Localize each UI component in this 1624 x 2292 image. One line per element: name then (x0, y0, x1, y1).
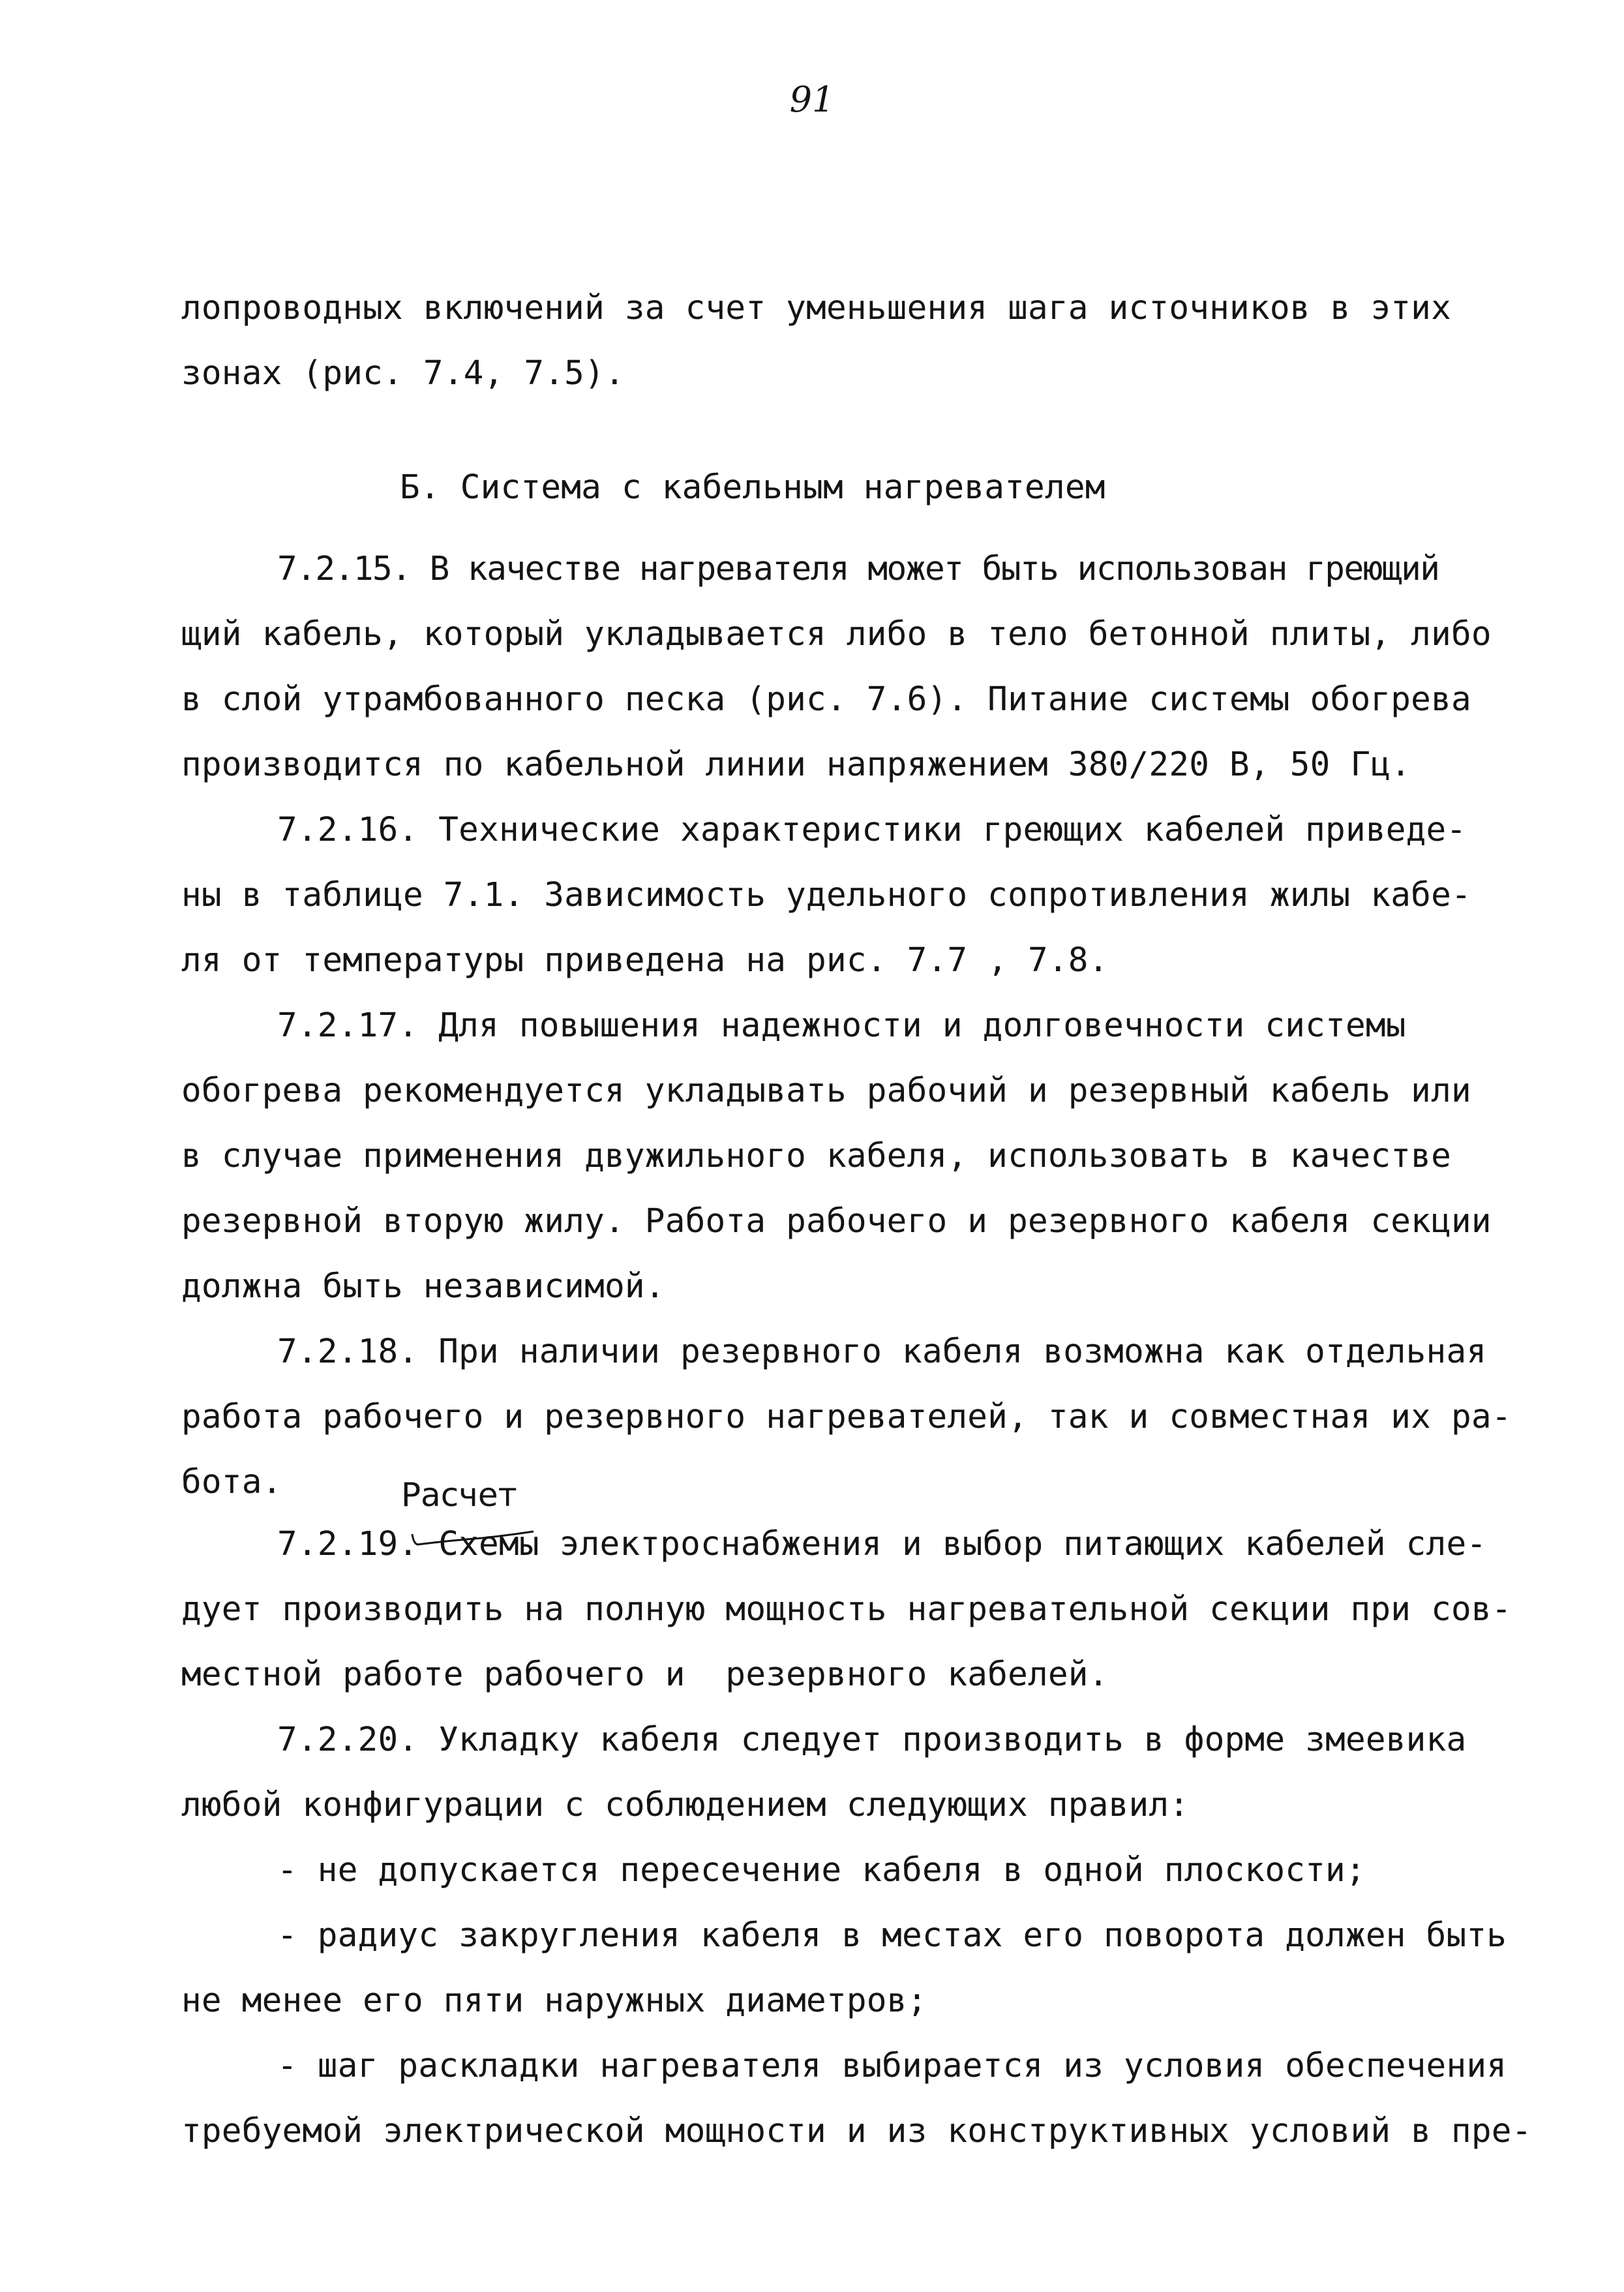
text-line: 7.2.16. Технические характеристики греющих кабелей приведе- (277, 811, 1467, 849)
text-line: производится по кабельной линии напряжением 380/220 В, 50 Гц. (181, 746, 1411, 784)
text-line: должна быть независимой. (181, 1267, 665, 1306)
section-heading: Б. Система с кабельным нагревателем (400, 468, 1105, 507)
text-line: дует производить на полную мощность нагревательной секции при сов- (181, 1590, 1512, 1629)
text-line: 7.2.19. Схемы электроснабжения и выбор питающих кабелей сле- (277, 1525, 1487, 1563)
text-line: бота. (181, 1463, 282, 1501)
text-line: резервной вторую жилу. Работа рабочего и резервного кабеля секции (181, 1202, 1492, 1241)
text-line: местной работе рабочего и резервного кабелей. (181, 1655, 1109, 1694)
handwritten-insertion: Расчет (401, 1476, 517, 1514)
text-line: не менее его пяти наружных диаметров; (181, 1982, 927, 2020)
text-line: щий кабель, который укладывается либо в тело бетонной плиты, либо (181, 615, 1492, 654)
text-line: любой конфигурации с соблюдением следующих правил: (181, 1786, 1190, 1824)
text-line: ны в таблице 7.1. Зависимость удельного сопротивления жилы кабе- (181, 876, 1471, 914)
text-line: в случае применения двужильного кабеля, использовать в качестве (181, 1137, 1451, 1175)
text-line: 7.2.17. Для повышения надежности и долговечности системы (277, 1006, 1406, 1045)
text-line: обогрева рекомендуется укладывать рабочий и резервный кабель или (181, 1072, 1471, 1110)
insertion-mark-icon (410, 1512, 540, 1551)
text-line: 7.2.20. Укладку кабеля следует производить в форме змеевика (277, 1721, 1467, 1759)
list-item: - радиус закругления кабеля в местах его поворота должен быть (277, 1916, 1507, 1955)
page-number: 91 (789, 79, 835, 120)
text-line: в слой утрамбованного песка (рис. 7.6). Питание системы обогрева (181, 680, 1471, 719)
text-line: зонах (рис. 7.4, 7.5). (181, 354, 625, 393)
text-line: 7.2.18. При наличии резервного кабеля возможна как отдельная (277, 1333, 1487, 1371)
text-line: ля от температуры приведена на рис. 7.7 , 7.8. (181, 941, 1109, 980)
text-line: 7.2.15. В качестве нагревателя может быть использован греющий (277, 550, 1439, 588)
text-line: требуемой электрической мощности и из конструктивных условий в пре- (181, 2112, 1532, 2150)
list-item: - не допускается пересечение кабеля в одной плоскости; (277, 1851, 1366, 1890)
text-line: лопроводных включений за счет уменьшения шага источников в этих (181, 289, 1451, 327)
text-line: работа рабочего и резервного нагревателей, так и совместная их ра- (181, 1398, 1512, 1436)
list-item: - шаг раскладки нагревателя выбирается из условия обеспечения (277, 2047, 1507, 2085)
